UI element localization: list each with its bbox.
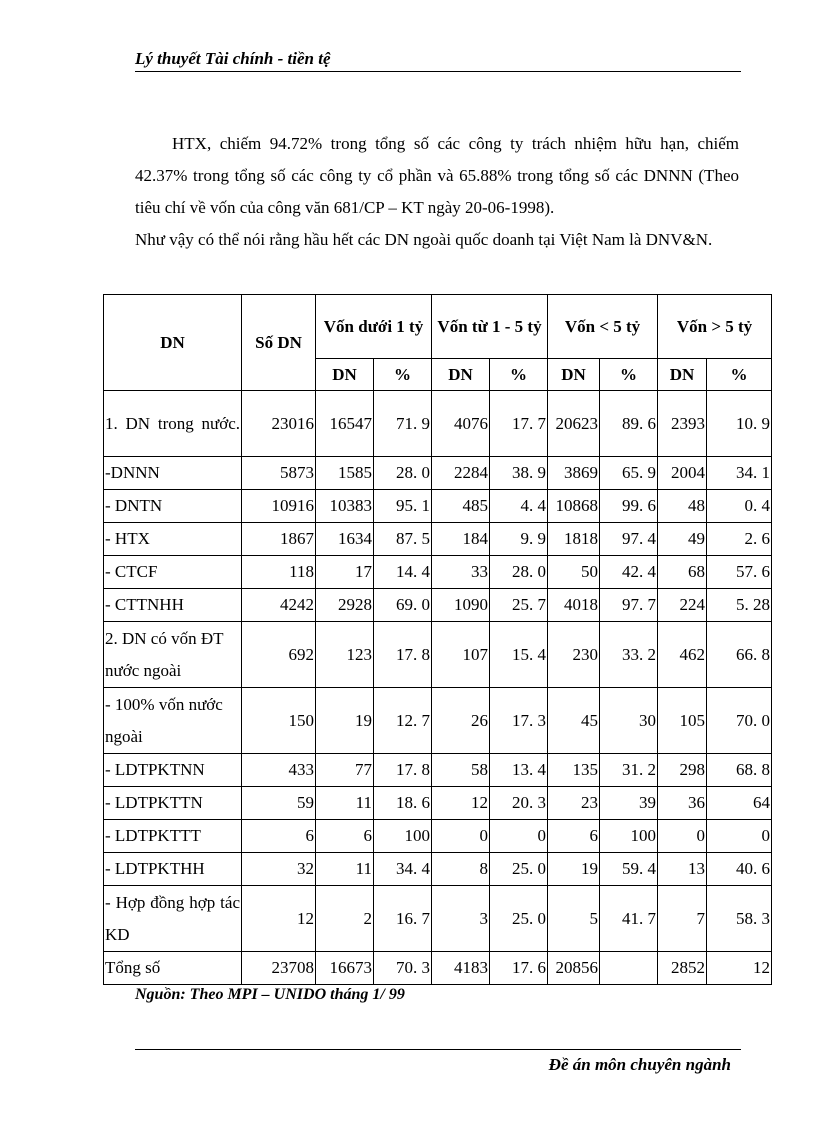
table-cell: 10. 9 (707, 391, 772, 457)
row-label: 1. DN trong nước. (104, 391, 242, 457)
table-cell: 100 (600, 820, 658, 853)
table-cell: 1585 (316, 457, 374, 490)
table-cell: 99. 6 (600, 490, 658, 523)
table-cell: 34. 1 (707, 457, 772, 490)
table-cell: 12 (432, 787, 490, 820)
table-row (104, 787, 772, 820)
table-cell: 77 (316, 754, 374, 787)
table-cell: 66. 8 (707, 622, 772, 688)
table-cell: 2004 (658, 457, 707, 490)
table-cell: 100 (374, 820, 432, 853)
table-cell: 25. 7 (490, 589, 548, 622)
table-cell: 65. 9 (600, 457, 658, 490)
table-cell: 89. 6 (600, 391, 658, 457)
table-cell: 68 (658, 556, 707, 589)
table-cell: 26 (432, 688, 490, 754)
table-cell: 135 (548, 754, 600, 787)
table-row (104, 490, 772, 523)
table-cell: 0 (658, 820, 707, 853)
table-cell: 68. 8 (707, 754, 772, 787)
table-cell: 10916 (242, 490, 316, 523)
header-so-dn: Số DN (242, 295, 316, 391)
table-cell: 40. 6 (707, 853, 772, 886)
page-header-title: Lý thuyết Tài chính - tiền tệ (135, 49, 331, 68)
paragraph-2: Như vậy có thể nói rằng hầu hết các DN ngoài quốc doanh tại Việt Nam là DNV&N. (135, 230, 713, 249)
table-row (104, 523, 772, 556)
row-label: - LDTPKTNN (104, 754, 242, 787)
table-cell: 16673 (316, 952, 374, 985)
table-cell: 150 (242, 688, 316, 754)
table-cell: 58 (432, 754, 490, 787)
table-cell: 8 (432, 853, 490, 886)
table-cell: 30 (600, 688, 658, 754)
table-cell: 39 (600, 787, 658, 820)
table-cell: 15. 4 (490, 622, 548, 688)
table-cell: 0 (490, 820, 548, 853)
table-cell: 433 (242, 754, 316, 787)
table-cell: 692 (242, 622, 316, 688)
subheader-dn: DN (316, 359, 374, 391)
table-cell: 6 (316, 820, 374, 853)
table-cell: 20. 3 (490, 787, 548, 820)
table-cell: 1090 (432, 589, 490, 622)
table-cell: 70. 3 (374, 952, 432, 985)
table-cell: 3869 (548, 457, 600, 490)
table-cell: 19 (548, 853, 600, 886)
table-cell: 59. 4 (600, 853, 658, 886)
table-cell: 41. 7 (600, 886, 658, 952)
table-cell: 11 (316, 787, 374, 820)
paragraph-1: HTX, chiếm 94.72% trong tổng số các công ty trách nhiệm hữu hạn, chiếm 42.37% trong tổng số các công ty cổ phần và 65.88% trong tổng số các DNNN (Theo tiêu chí về vốn của công văn 681/CP – KT ngày 20-06-1998). (135, 134, 739, 217)
header-divider (135, 71, 741, 72)
header-von-duoi-1: Vốn dưới 1 tỷ (316, 295, 432, 359)
header-von-gt-5: Vốn > 5 tỷ (658, 295, 772, 359)
table-cell: 33 (432, 556, 490, 589)
table-cell: 42. 4 (600, 556, 658, 589)
row-label: - HTX (104, 523, 242, 556)
table-cell: 16547 (316, 391, 374, 457)
table-row (104, 820, 772, 853)
table-cell: 25. 0 (490, 853, 548, 886)
table-cell: 2393 (658, 391, 707, 457)
subheader-dn: DN (432, 359, 490, 391)
table-cell: 11 (316, 853, 374, 886)
table-cell: 485 (432, 490, 490, 523)
table-cell: 4076 (432, 391, 490, 457)
table-cell: 5 (548, 886, 600, 952)
table-cell: 64 (707, 787, 772, 820)
table-cell: 107 (432, 622, 490, 688)
table-cell: 17. 6 (490, 952, 548, 985)
page-footer-title: Đề án môn chuyên ngành (548, 1055, 731, 1074)
subheader-dn: DN (658, 359, 707, 391)
table-cell: 2928 (316, 589, 374, 622)
table-cell: 0. 4 (707, 490, 772, 523)
table-cell: 45 (548, 688, 600, 754)
table-cell: 2. 6 (707, 523, 772, 556)
table-cell: 5. 28 (707, 589, 772, 622)
table-cell: 1867 (242, 523, 316, 556)
table-cell: 17. 7 (490, 391, 548, 457)
table-cell: 462 (658, 622, 707, 688)
table-cell: 33. 2 (600, 622, 658, 688)
table-cell: 97. 4 (600, 523, 658, 556)
row-label: - Hợp đồng hợp tác KD (104, 886, 242, 952)
row-label: - LDTPKTTT (104, 820, 242, 853)
table-cell: 23016 (242, 391, 316, 457)
body-text (135, 128, 739, 256)
table-cell: 17. 8 (374, 754, 432, 787)
table-cell: 34. 4 (374, 853, 432, 886)
table-cell: 58. 3 (707, 886, 772, 952)
table-cell: 224 (658, 589, 707, 622)
row-label: 2. DN có vốn ĐT nước ngoài (104, 622, 242, 688)
table-cell: 298 (658, 754, 707, 787)
table-cell: 184 (432, 523, 490, 556)
table-cell: 6 (548, 820, 600, 853)
table-cell: 12 (242, 886, 316, 952)
table-cell: 1818 (548, 523, 600, 556)
table-cell: 13. 4 (490, 754, 548, 787)
table-row (104, 457, 772, 490)
table-cell: 23708 (242, 952, 316, 985)
table-cell: 32 (242, 853, 316, 886)
table-cell: 17. 8 (374, 622, 432, 688)
table-cell: 19 (316, 688, 374, 754)
table-cell: 230 (548, 622, 600, 688)
source-note: Nguồn: Theo MPI – UNIDO tháng 1/ 99 (135, 986, 405, 1003)
table-cell: 2284 (432, 457, 490, 490)
table-cell: 23 (548, 787, 600, 820)
table-cell: 59 (242, 787, 316, 820)
table-cell: 17 (316, 556, 374, 589)
table-row (104, 952, 772, 985)
table-row (104, 622, 772, 688)
table-cell: 0 (707, 820, 772, 853)
table-cell: 38. 9 (490, 457, 548, 490)
table-cell: 28. 0 (490, 556, 548, 589)
subheader-pct: % (374, 359, 432, 391)
table-cell: 57. 6 (707, 556, 772, 589)
table-cell: 25. 0 (490, 886, 548, 952)
table-cell: 71. 9 (374, 391, 432, 457)
header-von-1-5: Vốn từ 1 - 5 tỷ (432, 295, 548, 359)
table-cell: 9. 9 (490, 523, 548, 556)
table-cell: 20623 (548, 391, 600, 457)
table-row (104, 886, 772, 952)
table-cell: 4183 (432, 952, 490, 985)
row-label: - LDTPKTHH (104, 853, 242, 886)
table-row (104, 754, 772, 787)
subheader-pct: % (707, 359, 772, 391)
table-cell: 10383 (316, 490, 374, 523)
row-label: - DNTN (104, 490, 242, 523)
table-cell: 12. 7 (374, 688, 432, 754)
table-row (104, 556, 772, 589)
row-label: - CTTNHH (104, 589, 242, 622)
table-cell: 48 (658, 490, 707, 523)
footer-divider (135, 1049, 741, 1050)
table-cell: 20856 (548, 952, 600, 985)
table-cell: 14. 4 (374, 556, 432, 589)
subheader-dn: DN (548, 359, 600, 391)
table-cell: 12 (707, 952, 772, 985)
header-von-lt-5: Vốn < 5 tỷ (548, 295, 658, 359)
row-label: - CTCF (104, 556, 242, 589)
table-cell: 28. 0 (374, 457, 432, 490)
table-cell: 7 (658, 886, 707, 952)
row-label: - LDTPKTTN (104, 787, 242, 820)
table-row (104, 391, 772, 457)
table-cell: 4242 (242, 589, 316, 622)
table-cell: 10868 (548, 490, 600, 523)
table-cell: 87. 5 (374, 523, 432, 556)
table-row (104, 688, 772, 754)
table-cell: 16. 7 (374, 886, 432, 952)
enterprise-capital-table (103, 294, 772, 985)
table-cell: 2 (316, 886, 374, 952)
header-dn: DN (104, 295, 242, 391)
table-cell: 36 (658, 787, 707, 820)
table-cell: 50 (548, 556, 600, 589)
row-label: -DNNN (104, 457, 242, 490)
table-cell: 49 (658, 523, 707, 556)
row-label: Tổng số (104, 952, 242, 985)
table-row (104, 589, 772, 622)
table-cell: 123 (316, 622, 374, 688)
subheader-pct: % (490, 359, 548, 391)
table-cell: 3 (432, 886, 490, 952)
row-label: - 100% vốn nước ngoài (104, 688, 242, 754)
table-cell: 95. 1 (374, 490, 432, 523)
subheader-pct: % (600, 359, 658, 391)
table-cell: 1634 (316, 523, 374, 556)
table-cell: 4018 (548, 589, 600, 622)
table-cell: 5873 (242, 457, 316, 490)
table-cell: 70. 0 (707, 688, 772, 754)
table-cell: 17. 3 (490, 688, 548, 754)
table-cell: 97. 7 (600, 589, 658, 622)
table-row (104, 853, 772, 886)
table-cell: 6 (242, 820, 316, 853)
table-cell: 2852 (658, 952, 707, 985)
table-cell: 118 (242, 556, 316, 589)
table-cell: 105 (658, 688, 707, 754)
table-cell: 4. 4 (490, 490, 548, 523)
table-cell: 0 (432, 820, 490, 853)
table-cell: 18. 6 (374, 787, 432, 820)
table-cell: 13 (658, 853, 707, 886)
table-cell: 69. 0 (374, 589, 432, 622)
table-cell (600, 952, 658, 985)
table-cell: 31. 2 (600, 754, 658, 787)
